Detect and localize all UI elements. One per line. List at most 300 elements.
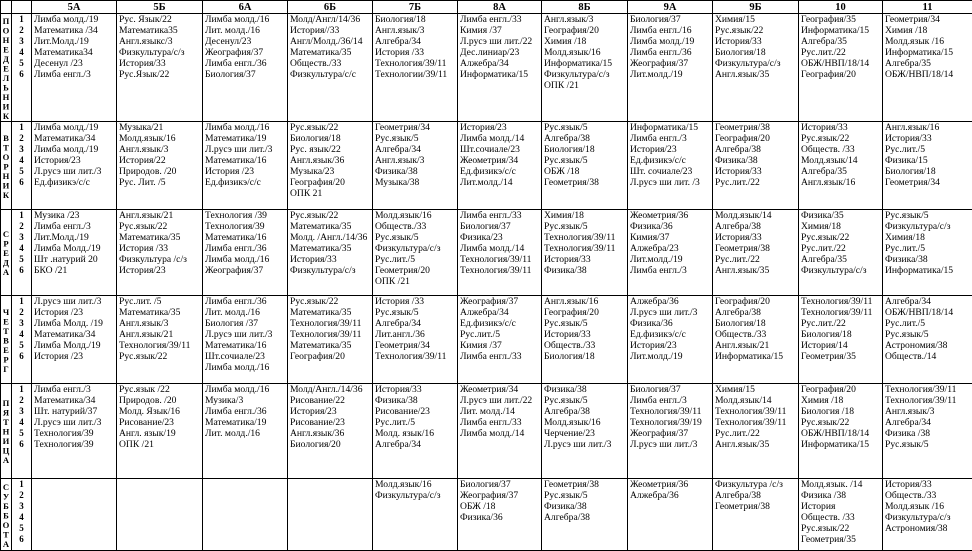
schedule-cell: [288, 478, 373, 550]
lesson-entry: Рус.язык /22: [119, 384, 202, 395]
lesson-entry: ОБЖ/НВП/18/14: [885, 69, 972, 80]
lesson-number: 5: [12, 523, 31, 534]
lesson-entry: Геометрия/34: [375, 122, 457, 133]
lesson-entry: Физкультура/с/з: [801, 265, 882, 276]
lesson-entry: Лимба енгл./36: [205, 296, 287, 307]
lesson-entry: Лит.молд./19: [630, 69, 712, 80]
lesson-entry: Л.русэ ши лит./22: [460, 36, 541, 47]
lesson-entry: География/20: [290, 351, 372, 362]
lesson-entry: Англ.язык/3: [375, 25, 457, 36]
lesson-entry: Молд.язык/16: [375, 210, 457, 221]
lesson-entry: ОПК /21: [119, 439, 202, 450]
lesson-entry: Жеография/37: [460, 490, 541, 501]
lesson-entry: ОБЖ /18: [460, 501, 541, 512]
lesson-entry: Лимба енгл./3: [34, 69, 116, 80]
lesson-entry: Алгебра/38: [544, 133, 627, 144]
column-header-9a: 9А: [628, 1, 713, 14]
lesson-entry: Рус.лит./5: [375, 254, 457, 265]
lesson-entry: Математика/19: [205, 417, 287, 428]
header-row: [1, 1, 972, 14]
lesson-number: 1: [12, 479, 31, 490]
schedule-cell: [458, 478, 542, 550]
schedule-cell: [713, 295, 799, 383]
lesson-entry: Англ.язык/35: [715, 69, 798, 80]
lesson-entry: Технология/39/11: [544, 243, 627, 254]
schedule-cell: [542, 121, 628, 209]
lesson-entry: Информатика/15: [885, 265, 972, 276]
day-label: СРЕДА: [1, 209, 12, 295]
lesson-number: 1: [12, 14, 31, 25]
lesson-entry: Л.русэ ши лит./22: [460, 395, 541, 406]
lesson-entry: Физика /38: [885, 428, 972, 439]
lesson-entry: Математика/35: [119, 232, 202, 243]
lesson-entry: Математика/35: [290, 47, 372, 58]
lesson-entry: Физика/38: [544, 501, 627, 512]
lesson-entry: Молд.язык/16: [119, 133, 202, 144]
lesson-entry: География/20: [715, 296, 798, 307]
lesson-entry: Информатика/15: [630, 122, 712, 133]
column-header-6a: 6А: [203, 1, 288, 14]
lesson-entry: Алгебра/38: [544, 512, 627, 523]
lesson-entry: Рус.лит./22: [801, 318, 882, 329]
lesson-entry: Технология/39/11: [715, 417, 798, 428]
lesson-entry: Физика/38: [544, 384, 627, 395]
day-label: ПЯТНИЦА: [1, 383, 12, 478]
lesson-entry: Биология/18: [885, 166, 972, 177]
day-label: СУББОТА: [1, 478, 12, 550]
lesson-entry: Математика/35: [290, 307, 372, 318]
lesson-entry: Жеометрия/36: [630, 479, 712, 490]
lesson-entry: Шт.сочиале/23: [205, 351, 287, 362]
lesson-entry: История/33: [715, 36, 798, 47]
lesson-number: 1: [12, 122, 31, 133]
lesson-entry: География/35: [801, 14, 882, 25]
lesson-entry: Лимба енгл./33: [460, 417, 541, 428]
lesson-entry: Алжебра/36: [630, 490, 712, 501]
lesson-entry: Молд. /Англ./14/36: [290, 232, 372, 243]
schedule-cell: [799, 121, 883, 209]
lesson-numbers: [12, 14, 32, 122]
lesson-entry: Геометрия/38: [715, 501, 798, 512]
lesson-entry: Информатика/15: [801, 25, 882, 36]
lesson-entry: Математика/16: [205, 232, 287, 243]
lesson-entry: Лит.молд./14: [460, 177, 541, 188]
lesson-entry: Десенул/23: [205, 36, 287, 47]
lesson-entry: Обществ./33: [290, 58, 372, 69]
lesson-entry: Математика/34: [34, 395, 116, 406]
lesson-entry: Химия/18: [801, 221, 882, 232]
lesson-number: 3: [12, 144, 31, 155]
lesson-entry: Технология/39/11: [630, 406, 712, 417]
lesson-number: 2: [12, 133, 31, 144]
lesson-entry: Молд.язык/14: [715, 210, 798, 221]
lesson-number: 2: [12, 25, 31, 36]
lesson-entry: Лимба енгл./3: [630, 265, 712, 276]
schedule-cell: [628, 295, 713, 383]
lesson-entry: Рисование/23: [290, 417, 372, 428]
schedule-cell: [32, 121, 117, 209]
lesson-entry: Физкультура /с/з: [119, 254, 202, 265]
lesson-number: 4: [12, 512, 31, 523]
lesson-entry: Лимба молд./19: [34, 144, 116, 155]
lesson-entry: Шт .натурий 20: [34, 254, 116, 265]
lesson-entry: Геометрия/35: [801, 534, 882, 545]
lesson-entry: Рус.лит./22: [715, 177, 798, 188]
schedule-cell: [542, 14, 628, 122]
lesson-numbers: [12, 478, 32, 550]
lesson-entry: Молд. язык/16: [375, 428, 457, 439]
schedule-cell: [288, 121, 373, 209]
schedule-cell: [288, 14, 373, 122]
lesson-entry: Рус.лит./22: [715, 428, 798, 439]
lesson-entry: Рус.язык/22: [290, 210, 372, 221]
lesson-entry: Биология/18: [375, 14, 457, 25]
lesson-entry: История: [801, 501, 882, 512]
lesson-entry: История/33: [715, 166, 798, 177]
schedule-cell: [373, 14, 458, 122]
lesson-number-header: [12, 1, 32, 14]
lesson-entry: Англ.язык/16: [885, 122, 972, 133]
lesson-entry: Технология/39/11: [801, 307, 882, 318]
lesson-entry: Биология/18: [715, 47, 798, 58]
lesson-entry: Англ.язык/21: [119, 329, 202, 340]
lesson-number: 4: [12, 47, 31, 58]
lesson-entry: Рус.лит./5: [375, 417, 457, 428]
lesson-entry: Молд.язык /16: [885, 501, 972, 512]
lesson-entry: Математика /34: [34, 25, 116, 36]
lesson-entry: Лимба енгл./33: [460, 351, 541, 362]
lesson-entry: Черчение/23: [544, 428, 627, 439]
lesson-entry: Математика/35: [119, 307, 202, 318]
lesson-entry: География/20: [290, 177, 372, 188]
lesson-entry: Лимба енгл./3: [34, 384, 116, 395]
lesson-entry: Л.русэ ши лит./3: [544, 439, 627, 450]
lesson-entry: Физика/38: [715, 155, 798, 166]
lesson-entry: Рус.язык/5: [375, 232, 457, 243]
lesson-entry: История/23: [630, 144, 712, 155]
lesson-entry: Лимба енгл./36: [205, 406, 287, 417]
lesson-entry: Алгебра/35: [885, 58, 972, 69]
lesson-entry: Рус.язык/5: [885, 439, 972, 450]
lesson-entry: Физкультура/с/с: [290, 69, 372, 80]
lesson-entry: Биология/18: [715, 318, 798, 329]
lesson-entry: Кимия/37: [630, 232, 712, 243]
lesson-number: 4: [12, 155, 31, 166]
lesson-entry: ОПК /21: [375, 276, 457, 287]
schedule-cell: [288, 295, 373, 383]
lesson-entry: Информатика/15: [544, 58, 627, 69]
lesson-entry: Лимба енгл./36: [205, 243, 287, 254]
lesson-entry: Рус.лит./5: [885, 318, 972, 329]
lesson-entry: Молд/Англ/14/36: [290, 14, 372, 25]
lesson-entry: Лит.Молд./19: [34, 232, 116, 243]
day-row: [1, 121, 972, 209]
lesson-entry: Лимба енгл./36: [630, 47, 712, 58]
lesson-entry: Алжебра/23: [630, 243, 712, 254]
lesson-number: 5: [12, 254, 31, 265]
lesson-entry: Лимба молд./16: [205, 254, 287, 265]
lesson-entry: Математика35: [119, 25, 202, 36]
lesson-entry: Лимба молд./14: [460, 428, 541, 439]
lesson-entry: Рус.язык/22: [119, 351, 202, 362]
lesson-entry: Обществ./33: [544, 340, 627, 351]
lesson-entry: Лимба молд./14: [460, 133, 541, 144]
lesson-entry: Физика/38: [375, 395, 457, 406]
lesson-entry: Алгебра/34: [375, 439, 457, 450]
lesson-entry: Алгебра/38: [715, 144, 798, 155]
lesson-entry: Рус.язык/5: [544, 122, 627, 133]
schedule-cell: [542, 478, 628, 550]
lesson-entry: Музика /23: [34, 210, 116, 221]
lesson-entry: Физкультура /с/з: [715, 479, 798, 490]
lesson-entry: Рус. Язык/22: [119, 14, 202, 25]
schedule-cell: [32, 209, 117, 295]
lesson-entry: Физика/23: [460, 232, 541, 243]
lesson-entry: Лимба енгл./36: [205, 58, 287, 69]
column-header-6b: 6Б: [288, 1, 373, 14]
lesson-entry: Геометрия/34: [885, 177, 972, 188]
schedule-cell: [203, 14, 288, 122]
schedule-cell: [32, 295, 117, 383]
lesson-entry: Рисование/22: [290, 395, 372, 406]
lesson-entry: Физика/36: [630, 221, 712, 232]
lesson-entry: Рус.язык/22: [801, 417, 882, 428]
lesson-entry: Англ.язык/3: [119, 318, 202, 329]
lesson-entry: Химия /18: [544, 36, 627, 47]
lesson-entry: Геометрия/38: [715, 122, 798, 133]
schedule-cell: [799, 478, 883, 550]
lesson-entry: Алжебра/36: [630, 296, 712, 307]
lesson-entry: Англ.язык/35: [715, 439, 798, 450]
schedule-cell: [883, 209, 972, 295]
schedule-cell: [713, 121, 799, 209]
lesson-entry: ОБЖ /18: [544, 166, 627, 177]
lesson-entry: Молд.язык/16: [544, 47, 627, 58]
lesson-entry: Лимба молд./16: [205, 14, 287, 25]
lesson-entry: Математика/16: [205, 155, 287, 166]
column-header-8a: 8А: [458, 1, 542, 14]
lesson-entry: Лит.молд./19: [630, 351, 712, 362]
lesson-entry: Математика/16: [205, 340, 287, 351]
lesson-number: 4: [12, 329, 31, 340]
column-header-7b: 7Б: [373, 1, 458, 14]
lesson-entry: Лимба молд./16: [205, 362, 287, 373]
schedule-cell: [203, 295, 288, 383]
lesson-entry: Биология/18: [544, 351, 627, 362]
schedule-cell: [883, 383, 972, 478]
lesson-number: 3: [12, 318, 31, 329]
lesson-entry: Технология/39/11: [801, 296, 882, 307]
lesson-entry: Жеометрия/34: [460, 384, 541, 395]
lesson-entry: Биология/37: [460, 221, 541, 232]
lesson-entry: Англ/Молд./36/14: [290, 36, 372, 47]
lesson-entry: Музыка/21: [119, 122, 202, 133]
lesson-entry: Молд.язык/16: [375, 479, 457, 490]
schedule-cell: [883, 121, 972, 209]
lesson-entry: Рус.язык/5: [544, 155, 627, 166]
lesson-entry: Жеография/37: [205, 265, 287, 276]
lesson-entry: Физкультура/с/з: [375, 490, 457, 501]
lesson-number: 5: [12, 166, 31, 177]
day-row: [1, 478, 972, 550]
lesson-entry: Биология/37: [630, 384, 712, 395]
lesson-entry: Л.русэ ши лит./3: [205, 144, 287, 155]
lesson-entry: История/14: [801, 340, 882, 351]
lesson-entry: Англ.язык/3: [885, 406, 972, 417]
lesson-entry: Физкультура/с/з: [885, 512, 972, 523]
lesson-entry: Алгебра/38: [715, 490, 798, 501]
lesson-entry: Химия /18: [801, 395, 882, 406]
lesson-entry: История/33: [544, 329, 627, 340]
schedule-cell: [117, 295, 203, 383]
lesson-entry: Молд.язык. /14: [801, 479, 882, 490]
schedule-cell: [883, 14, 972, 122]
lesson-entry: Молд/Англ./14/36: [290, 384, 372, 395]
lesson-entry: Природов. /20: [119, 395, 202, 406]
schedule-cell: [628, 383, 713, 478]
lesson-entry: Технология/39: [34, 428, 116, 439]
lesson-entry: Лит.молд./19: [630, 254, 712, 265]
lesson-entry: Лит. молд./16: [205, 428, 287, 439]
lesson-entry: Англ.язык/21: [715, 340, 798, 351]
schedule-cell: [203, 383, 288, 478]
schedule-cell: [203, 121, 288, 209]
schedule-cell: [628, 121, 713, 209]
lesson-entry: Музика/3: [205, 395, 287, 406]
lesson-number: 6: [12, 69, 31, 80]
lesson-entry: Англ.язык/16: [544, 296, 627, 307]
lesson-entry: Информатика/15: [801, 439, 882, 450]
lesson-entry: Геометрия/34: [375, 340, 457, 351]
lesson-entry: Технология/39/11: [885, 395, 972, 406]
lesson-entry: Математика/35: [290, 243, 372, 254]
lesson-entry: Лимба енгл./3: [630, 395, 712, 406]
lesson-entry: Жеометрия/36: [630, 210, 712, 221]
lesson-entry: История/23: [34, 155, 116, 166]
lesson-entry: Лимба молд./19: [34, 122, 116, 133]
schedule-cell: [203, 478, 288, 550]
lesson-entry: Геометрия/38: [544, 479, 627, 490]
schedule-cell: [373, 295, 458, 383]
schedule-cell: [799, 383, 883, 478]
lesson-entry: Англ.язык/3: [119, 144, 202, 155]
lesson-entry: История/33: [715, 232, 798, 243]
schedule-cell: [288, 209, 373, 295]
lesson-entry: Физкультура/с/з: [375, 243, 457, 254]
lesson-entry: История /23: [34, 351, 116, 362]
lesson-entry: Рус.лит. /5: [119, 296, 202, 307]
lesson-entry: География/20: [544, 307, 627, 318]
schedule-cell: [883, 478, 972, 550]
lesson-number: 5: [12, 428, 31, 439]
lesson-entry: Химия/18: [885, 232, 972, 243]
lesson-entry: Лимба Молд./19: [34, 340, 116, 351]
schedule-cell: [883, 295, 972, 383]
lesson-entry: Технология /39: [205, 210, 287, 221]
lesson-entry: Лимба молд./16: [205, 122, 287, 133]
lesson-entry: Физика/36: [630, 318, 712, 329]
lesson-entry: Рус.язык/22: [290, 122, 372, 133]
schedule-cell: [32, 383, 117, 478]
lesson-entry: География/20: [544, 25, 627, 36]
lesson-entry: Молд. Язык/16: [119, 406, 202, 417]
lesson-entry: Физика/36: [460, 512, 541, 523]
lesson-entry: Л.русэ ши лит./3: [34, 417, 116, 428]
lesson-entry: Молд.язык/14: [801, 155, 882, 166]
lesson-entry: ОБЖ/НВП/18/14: [801, 58, 882, 69]
lesson-entry: Физика/38: [375, 166, 457, 177]
lesson-entry: Математика/34: [34, 133, 116, 144]
lesson-entry: Обществ./33: [885, 490, 972, 501]
lesson-entry: Англ. язык/19: [119, 428, 202, 439]
lesson-entry: Природов. /20: [119, 166, 202, 177]
schedule-cell: [203, 209, 288, 295]
lesson-number: 4: [12, 417, 31, 428]
lesson-number: 6: [12, 534, 31, 545]
lesson-entry: Математика/19: [205, 133, 287, 144]
schedule-cell: [799, 14, 883, 122]
lesson-entry: Лимба енгл./33: [460, 14, 541, 25]
lesson-numbers: [12, 121, 32, 209]
lesson-entry: История/33: [290, 254, 372, 265]
lesson-entry: Рус.язык/5: [544, 221, 627, 232]
lesson-entry: Рус.язык/22: [801, 523, 882, 534]
lesson-entry: Алгебра/34: [885, 296, 972, 307]
schedule-cell: [628, 478, 713, 550]
lesson-entry: Англ.язык/3: [544, 14, 627, 25]
lesson-entry: Л.русэ ши лит./3: [205, 329, 287, 340]
schedule-cell: [117, 14, 203, 122]
lesson-entry: Рус.лит./5: [885, 243, 972, 254]
lesson-number: 3: [12, 501, 31, 512]
lesson-entry: Математика34: [34, 47, 116, 58]
lesson-number: 5: [12, 340, 31, 351]
lesson-entry: Лимба молд./19: [630, 36, 712, 47]
lesson-entry: История /33: [375, 47, 457, 58]
lesson-entry: Алгебра/35: [801, 254, 882, 265]
lesson-entry: Англ.язык/3: [375, 155, 457, 166]
lesson-entry: Лимба енгл./16: [630, 25, 712, 36]
schedule-cell: [458, 209, 542, 295]
corner-cell: [1, 1, 12, 14]
lesson-entry: Алгебра/35: [801, 36, 882, 47]
lesson-entry: Химия/15: [715, 384, 798, 395]
lesson-entry: Шт. натурий/37: [34, 406, 116, 417]
schedule-cell: [458, 121, 542, 209]
lesson-entry: Англ.язык/35: [715, 265, 798, 276]
lesson-entry: География/20: [801, 69, 882, 80]
lesson-entry: Алгебра/34: [375, 144, 457, 155]
schedule-cell: [117, 121, 203, 209]
lesson-entry: Алгебра/34: [375, 36, 457, 47]
lesson-entry: Рус.язык/22: [715, 25, 798, 36]
schedule-cell: [117, 209, 203, 295]
lesson-entry: История/22: [119, 155, 202, 166]
column-header-11: 11: [883, 1, 972, 14]
day-row: [1, 14, 972, 122]
lesson-number: 4: [12, 243, 31, 254]
lesson-entry: Десенул /23: [34, 58, 116, 69]
lesson-number: 6: [12, 265, 31, 276]
lesson-entry: Лимба енгл./3: [630, 133, 712, 144]
lesson-number: 6: [12, 177, 31, 188]
lesson-entry: Рус.лит./22: [801, 47, 882, 58]
lesson-entry: Алгебра/38: [544, 406, 627, 417]
lesson-entry: Жеография/37: [460, 296, 541, 307]
lesson-entry: Технология/39: [205, 221, 287, 232]
lesson-entry: Астрономия/38: [885, 523, 972, 534]
lesson-entry: Жеография/37: [630, 428, 712, 439]
